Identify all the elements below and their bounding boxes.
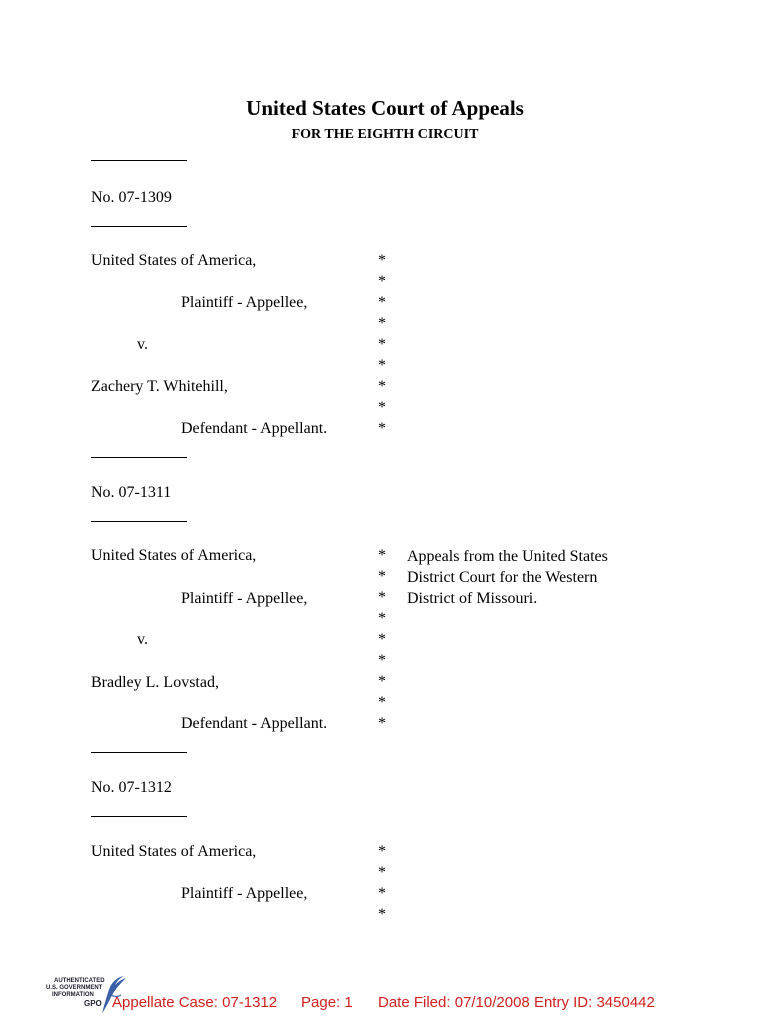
page-title: United States Court of Appeals [246,96,524,120]
logo-line: AUTHENTICATED [54,978,105,984]
appeal-note-line: District Court for the Western [407,569,598,586]
asterisk: * [378,906,386,923]
asterisk: * [378,547,386,564]
divider [91,521,187,522]
asterisk: * [378,420,386,437]
asterisk: * [378,568,386,585]
asterisk: * [378,399,386,416]
asterisk: * [378,336,386,353]
appeal-note-line: Appeals from the United States [407,548,608,565]
footer-page-number: Page: 1 [301,994,353,1011]
asterisk: * [378,610,386,627]
asterisk: * [378,378,386,395]
defendant-role: Defendant - Appellant. [181,420,328,437]
plaintiff-role: Plaintiff - Appellee, [181,590,308,607]
plaintiff-name: United States of America, [91,252,257,269]
asterisk: * [378,315,386,332]
logo-line: INFORMATION [52,992,94,998]
versus: v. [137,336,148,353]
asterisk: * [378,885,386,902]
court-circuit: FOR THE EIGHTH CIRCUIT [291,127,479,142]
defendant-name: Bradley L. Lovstad, [91,674,219,691]
logo-line: U.S. GOVERNMENT [46,985,103,991]
footer-date-filed: Date Filed: 07/10/2008 Entry ID: 3450442 [378,994,655,1011]
divider [91,160,187,161]
asterisk: * [378,715,386,732]
defendant-role: Defendant - Appellant. [181,715,328,732]
divider [91,226,187,227]
asterisk: * [378,589,386,606]
asterisk: * [378,843,386,860]
plaintiff-role: Plaintiff - Appellee, [181,885,308,902]
asterisk: * [378,252,386,269]
asterisk: * [378,864,386,881]
asterisk: * [378,652,386,669]
case-number: No. 07-1311 [91,484,172,501]
asterisk: * [378,294,386,311]
divider [91,457,187,458]
asterisk: * [378,673,386,690]
logo-line: GPO [84,999,102,1008]
footer-case-number: Appellate Case: 07-1312 [112,994,278,1011]
asterisk: * [378,357,386,374]
asterisk: * [378,273,386,290]
asterisk: * [378,694,386,711]
divider [91,816,187,817]
divider [91,752,187,753]
case-number: No. 07-1312 [91,779,172,796]
plaintiff-name: United States of America, [91,547,257,564]
plaintiff-name: United States of America, [91,843,257,860]
appeal-note-line: District of Missouri. [407,590,538,607]
case-number: No. 07-1309 [91,189,172,206]
plaintiff-role: Plaintiff - Appellee, [181,294,308,311]
asterisk: * [378,631,386,648]
versus: v. [137,631,148,648]
defendant-name: Zachery T. Whitehill, [91,378,228,395]
